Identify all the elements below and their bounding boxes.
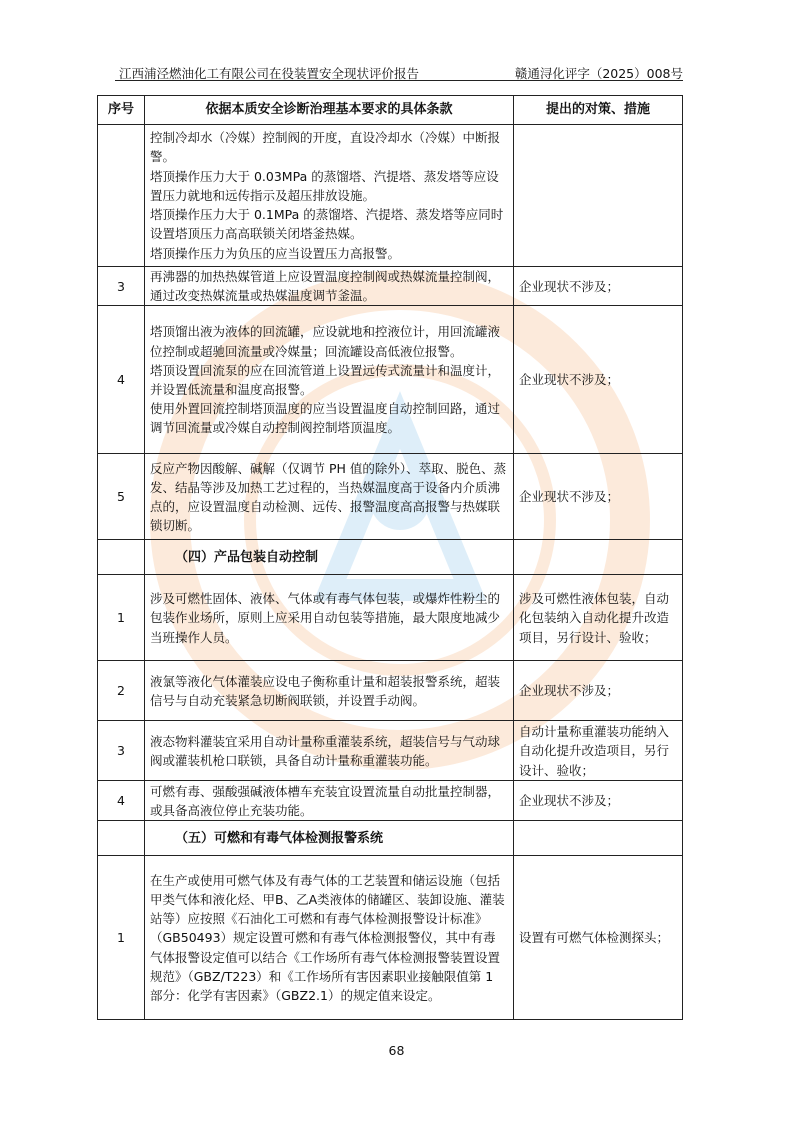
- page-header: [115, 64, 683, 81]
- row-measure: 涉及可燃性液体包装，自动化包装纳入自动化提升改造项目，另行设计、验收；: [514, 575, 683, 661]
- row-clause: [145, 721, 514, 781]
- row-clause: [145, 306, 514, 454]
- clause-text: 可燃有毒、强酸强碱液体槽车充装宜设置流量自动批量控制器，或具备高液位停止充装功能。: [150, 783, 501, 818]
- row-clause: [145, 454, 514, 540]
- row-clause: [145, 267, 514, 306]
- row-measure: 企业现状不涉及；: [514, 306, 683, 454]
- row-seq: 3: [98, 721, 145, 781]
- row-clause: [145, 781, 514, 821]
- section-measure-cell: [514, 540, 683, 575]
- row-measure: 企业现状不涉及；: [514, 454, 683, 540]
- diagnosis-table: [97, 95, 683, 1020]
- clause-text: 反应产物因酸解、碱解（仅调节 PH 值的除外）、萃取、脱色、蒸发、结晶等涉及加热工艺过程的，当热媒温度高于设备内介质沸点的，应设置温度自动检测、远传、报警温度高高报警与热媒联锁切断。: [150, 460, 507, 534]
- page-number: 68: [388, 1043, 405, 1058]
- clause-text: 再沸器的加热热媒管道上应设置温度控制阀或热媒流量控制阀，通过改变热媒流量或热媒温度调节釜温。: [150, 269, 501, 304]
- row-clause: [145, 856, 514, 1020]
- row-measure: 企业现状不涉及；: [514, 661, 683, 721]
- row-seq: 1: [98, 856, 145, 1020]
- clause-text: 塔顶馏出液为液体的回流罐，应设就地和控液位计，用回流罐液位控制或超驰回流量或冷媒量；回流罐设高低液位报警。: [150, 324, 501, 359]
- section-title: （五）可燃和有毒气体检测报警系统: [145, 821, 514, 856]
- table-row: [98, 125, 683, 267]
- header-clause: 依据本质安全诊断治理基本要求的具体条款: [145, 96, 514, 125]
- table-row: [98, 781, 683, 821]
- section-seq-cell: [98, 540, 145, 575]
- row-measure: 企业现状不涉及；: [514, 267, 683, 306]
- row-measure: 企业现状不涉及；: [514, 781, 683, 821]
- row-measure: [514, 125, 683, 267]
- clause-text: 液氯等液化气体灌装应设电子衡称重计量和超装报警系统，超装信号与自动充装紧急切断阀联锁，并设置手动阀。: [150, 673, 501, 708]
- table-row: [98, 575, 683, 661]
- table-header-row: [98, 96, 683, 125]
- row-clause: [145, 125, 514, 267]
- clause-text: 塔顶操作压力大于 0.03MPa 的蒸馏塔、汽提塔、蒸发塔等应设置压力就地和远传指示及超压排放设施。: [150, 168, 499, 203]
- clause-text: 控制冷却水（冷媒）控制阀的开度，直设冷却水（冷媒）中断报警。: [150, 130, 501, 165]
- row-seq: 2: [98, 661, 145, 721]
- row-seq: 5: [98, 454, 145, 540]
- row-seq: [98, 125, 145, 267]
- clause-text: 塔顶操作压力为负压的应当设置压力高报警。: [150, 245, 401, 261]
- table-row: [98, 661, 683, 721]
- clause-text: 涉及可燃性固体、液体、气体或有毒气体包装，或爆炸性粉尘的包装作业场所，原则上应采用自动包装等措施，最大限度地减少当班操作人员。: [150, 591, 501, 645]
- section-row: [98, 540, 683, 575]
- clause-text: 使用外置回流控制塔顶温度的应当设置温度自动控制回路，通过调节回流量或冷媒自动控制阀控制塔顶温度。: [150, 401, 501, 436]
- row-seq: 3: [98, 267, 145, 306]
- row-clause: [145, 575, 514, 661]
- header-measure: 提出的对策、措施: [514, 96, 683, 125]
- row-seq: 4: [98, 306, 145, 454]
- table-row: [98, 306, 683, 454]
- row-measure: 自动计量称重灌装功能纳入自动化提升改造项目，另行设计、验收；: [514, 721, 683, 781]
- section-measure-cell: [514, 821, 683, 856]
- clause-text: 液态物料灌装宜采用自动计量称重灌装系统，超装信号与气动球阀或灌装机枪口联锁，具备自动计量称重灌装功能。: [150, 733, 501, 768]
- clause-text: 塔顶操作压力大于 0.1MPa 的蒸馏塔、汽提塔、蒸发塔等应同时设置塔顶压力高高联锁关闭塔釜热媒。: [150, 207, 504, 242]
- header-report-number: 赣通浔化评字（2025）008号: [514, 66, 683, 81]
- section-seq-cell: [98, 821, 145, 856]
- section-row: [98, 821, 683, 856]
- header-seq: 序号: [98, 96, 145, 125]
- row-clause: [145, 661, 514, 721]
- table-row: [98, 856, 683, 1020]
- clause-text: 塔顶设置回流泵的应在回流管道上设置远传式流量计和温度计，并设置低流量和温度高报警。: [150, 362, 501, 397]
- table-row: [98, 267, 683, 306]
- table-row: [98, 454, 683, 540]
- section-title: （四）产品包装自动控制: [145, 540, 514, 575]
- table-row: [98, 721, 683, 781]
- row-measure: 设置有可燃气体检测探头；: [514, 856, 683, 1020]
- row-seq: 4: [98, 781, 145, 821]
- header-report-title: 江西浦泾燃油化工有限公司在役装置安全现状评价报告: [119, 66, 420, 81]
- row-seq: 1: [98, 575, 145, 661]
- clause-text: 在生产或使用可燃气体及有毒气体的工艺装置和储运设施（包括甲类气体和液化烃、甲B、乙A类液体的储罐区、装卸设施、灌装站等）应按照《石油化工可燃和有毒气体检测报警设计标准》（GB50493）规定设置可燃和有毒气体检测报警仪，其中有毒气体报警设定值可以结合《工作场所有毒气体检测报警装置设置规范》（GBZ/T223）和《工作场所有害因素职业接触限值第 1 部分：化学有害因素》（GBZ2.1）的规定值来设定。: [150, 872, 505, 1003]
